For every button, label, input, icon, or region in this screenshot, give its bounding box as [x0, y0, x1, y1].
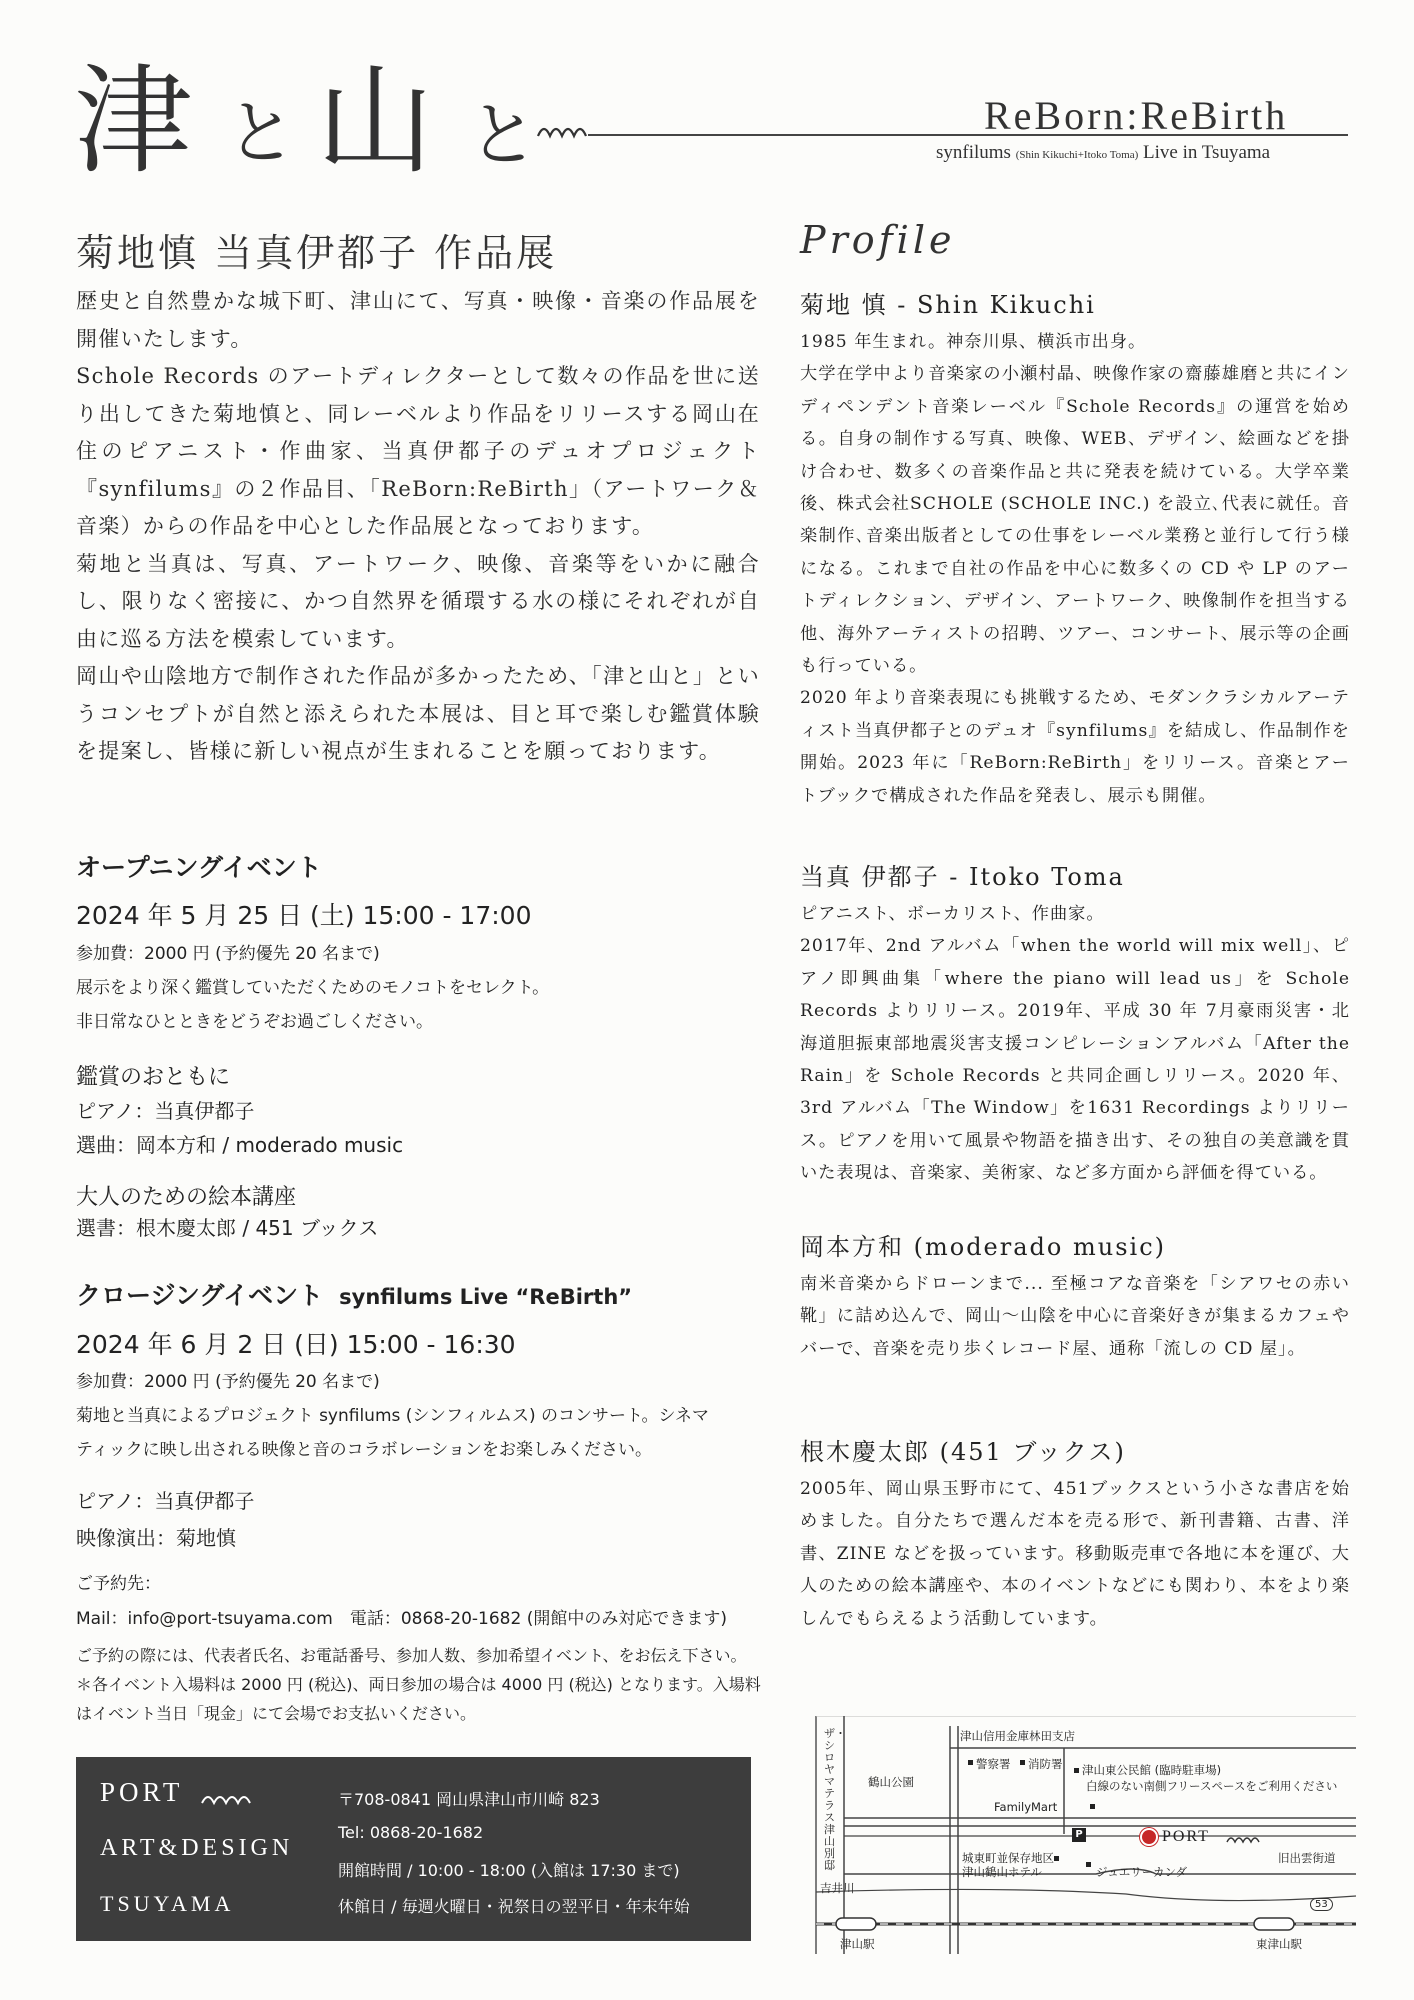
- profile-name-okamoto: 岡本方和 (moderado music): [800, 1233, 1166, 1261]
- intro-paragraph: 歴史と自然豊かな城下町、津山にて、写真・映像・音楽の作品展を開催いたします。: [76, 289, 760, 351]
- reservation-title: ご予約先：: [76, 1574, 161, 1594]
- opening-sub-line: ピアノ：当真伊都子: [76, 1099, 255, 1123]
- profile-text-toma: [800, 898, 1350, 1190]
- map-label-station: 東津山駅: [1256, 1937, 1302, 1951]
- intro-paragraph: Schole Records のアートディレクターとして数々の作品を世に送り出してきた菊地慎と、同レーベルより作品をリリースする岡山在住のピアニスト・作曲家、当真伊都子のデュオプロジェクト『synfilums』の２作品目、「ReBorn:ReBirth」（アートワーク＆音楽）からの作品を中心とした作品展となっております。: [76, 364, 760, 538]
- map-label-community-note: 白線のない南側フリースペースをご利用ください: [1086, 1779, 1338, 1793]
- port-logo-sub: TSUYAMA: [100, 1891, 235, 1916]
- reservation-note: はイベント当日「現金」にて会場でお支払いください。: [76, 1704, 477, 1723]
- map-label-old-road: 旧出雲街道: [1278, 1851, 1336, 1865]
- closing-line: ピアノ：当真伊都子: [76, 1489, 255, 1513]
- map-label-jeweler: ジュエリーカンダ: [1096, 1865, 1188, 1879]
- logo-char-yama: 山: [316, 52, 439, 190]
- closing-line: 映像演出：菊地慎: [76, 1526, 236, 1550]
- opening-desc: 非日常なひとときをどうぞお過ごしください。: [76, 1012, 433, 1032]
- profile-paragraph: 大学在学中より音楽家の小瀬村晶、映像作家の齋藤雄磨と共にインディペンデント音楽レーベル『Schole Records』の運営を始める。自身の制作する写真、映像、WEB、デザイン、絵画などを掛け合わせ、数多くの音楽作品と共に発表を続けている。大学卒業後、株式会社SCHOLE (SCHOLE INC.) を設立､代表に就任。音楽制作､音楽出版者としての仕事をレーベル業務と並行して行う様になる。これまで自社の作品を中心に数多くの CD や LP のアートディレクション、デザイン、アートワーク、映像制作を担当する他、海外アーティストの招聘、ツアー、コンサート、展示等の企画も行っている。: [800, 364, 1350, 677]
- profile-paragraph: 1985 年生まれ。神奈川県、横浜市出身。: [800, 332, 1147, 352]
- port-logo-text: PORT: [100, 1777, 184, 1807]
- intro-paragraph: 菊地と当真は、写真、アートワーク、映像、音楽等をいかに融合し、限りなく密接に、かつ自然界を循環する水の様にそれぞれが自由に巡る方法を模索しています。: [76, 551, 760, 651]
- map-label-station: 津山駅: [840, 1937, 875, 1951]
- closing-date: 2024 年 6 月 2 日 (日) 15:00 - 16:30: [76, 1330, 516, 1359]
- reborn-sub-a: synfilums: [936, 142, 1011, 163]
- opening-fee: 参加費：2000 円 (予約優先 20 名まで): [76, 944, 380, 964]
- exhibition-title: 菊地慎 当真伊都子 作品展: [76, 231, 558, 275]
- logo-char-to: と: [226, 92, 300, 174]
- map-label-hotel2: 津山鶴山ホテル: [962, 1865, 1042, 1879]
- profile-text-negi: [800, 1473, 1350, 1635]
- closing-heading: [76, 1276, 760, 1312]
- opening-sub-line: 選曲：岡本方和 / moderado music: [76, 1133, 404, 1157]
- closing-fee: 参加費：2000 円 (予約優先 20 名まで): [76, 1372, 380, 1392]
- wave-icon: [1226, 1832, 1260, 1844]
- opening-desc: 展示をより深く鑑賞していただくためのモノコトをセレクト。: [76, 978, 550, 998]
- venue-closed: 休館日 / 毎週火曜日・祝祭日の翌平日・年末年始: [338, 1897, 690, 1916]
- profile-name-negi: 根木慶太郎 (451 ブックス): [800, 1438, 1126, 1466]
- map-label-bank: 津山信用金庫林田支店: [960, 1729, 1075, 1743]
- closing-desc: 菊地と当真によるプロジェクト synfilums (シンフィルムス) のコンサート。シネマ: [76, 1406, 709, 1426]
- map-label-community: 津山東公民館 (臨時駐車場): [1082, 1763, 1222, 1777]
- opening-date: 2024 年 5 月 25 日 (土) 15:00 - 17:00: [76, 901, 532, 930]
- opening-heading: オープニングイベント: [76, 853, 322, 882]
- map-label-river: 吉井川: [820, 1881, 855, 1895]
- logo-char-to-2: と: [468, 94, 542, 176]
- intro-paragraph: 岡山や山陰地方で制作された作品が多かったため、「津と山と」というコンセプトが自然と添えられた本展は、目と耳で楽しむ鑑賞体験を提案し、皆様に新しい視点が生まれることを願っております。: [76, 664, 760, 763]
- route-sign-icon: 53: [1310, 1898, 1333, 1911]
- profile-name-toma: 当真 伊都子 - Itoko Toma: [800, 863, 1125, 891]
- reborn-subtitle: [936, 142, 1270, 164]
- access-map: [796, 1716, 1356, 1954]
- closing-heading-text: クロージングイベント: [76, 1281, 324, 1310]
- logo-char-tsu: 津: [74, 52, 197, 190]
- venue-tel: Tel: 0868-20-1682: [338, 1823, 484, 1842]
- map-label-preservation: 城東町並保存地区: [962, 1851, 1054, 1865]
- reservation-note: ＊各イベント入場料は 2000 円 (税込)、両日参加の場合は 4000 円 (税込) となります。入場料: [76, 1675, 761, 1694]
- map-label-park: 鶴山公園: [868, 1775, 914, 1789]
- map-label-hotel: ザ・シロヤマテラス津山別邸: [824, 1727, 846, 1872]
- parking-icon: P: [1072, 1828, 1086, 1842]
- venue-address: 〒708-0841 岡山県津山市川崎 823: [338, 1790, 600, 1809]
- reservation-note: ご予約の際には、代表者氏名、お電話番号、参加人数、参加希望イベント、をお伝え下さい。: [76, 1646, 747, 1665]
- location-pin-icon: [1140, 1828, 1158, 1846]
- profile-text-kikuchi: [800, 326, 1350, 812]
- map-label-police: 警察署: [976, 1757, 1011, 1771]
- venue-hours: 開館時間 / 10:00 - 18:00 (入館は 17:30 まで): [338, 1861, 680, 1880]
- opening-sub-line: 選書：根木慶太郎 / 451 ブックス: [76, 1216, 379, 1240]
- wave-icon: [536, 118, 588, 140]
- profile-name-kikuchi: 菊地 慎 - Shin Kikuchi: [800, 291, 1096, 319]
- opening-sub-title: 鑑賞のおともに: [76, 1065, 231, 1090]
- venue-info-box: [76, 1757, 751, 1941]
- map-label-familymart: FamilyMart: [994, 1800, 1058, 1814]
- profile-paragraph: ピアニスト、ボーカリスト、作曲家。: [800, 904, 1105, 924]
- closing-heading-live: synfilums Live “ReBirth”: [339, 1285, 633, 1309]
- exhibition-intro: [76, 283, 760, 771]
- reservation-contact: Mail：info@port-tsuyama.com 電話：0868-20-1682 (開館中のみ対応できます): [76, 1609, 727, 1629]
- reborn-sub-b: Live in Tsuyama: [1143, 142, 1271, 163]
- reborn-title: ReBorn:ReBirth: [984, 93, 1289, 138]
- profile-paragraph: 2020 年より音楽表現にも挑戦するため、モダンクラシカルアーティスト当真伊都子とのデュオ『synfilums』を結成し、作品制作を開始。2023 年に「ReBorn:ReBirth」をリリース。音楽とアートブックで構成された作品を発表し、展示も開催。: [800, 688, 1350, 806]
- wave-icon: [200, 1787, 252, 1807]
- closing-desc: ティックに映し出される映像と音のコラボレーションをお楽しみください。: [76, 1440, 652, 1460]
- profile-paragraph: 2005年、岡山県玉野市にて、451ブックスという小さな書店を始めました。自分たちで選んだ本を売る形で、新刊書籍、古書、洋書、ZINE などを扱っています。移動販売車で各地に本を運び、大人のための絵本講座や、本のイベントなどにも関わり、本をより楽しんでもらえるよう活動しています。: [800, 1479, 1350, 1629]
- map-label-port: PORT: [1162, 1828, 1210, 1845]
- map-label-fire: 消防署: [1028, 1757, 1063, 1771]
- reborn-sub-members: (Shin Kikuchi+Itoko Toma): [1015, 149, 1139, 161]
- profile-paragraph: 南米音楽からドローンまで... 至極コアな音楽を「シアワセの赤い靴」に詰め込んで、岡山〜山陰を中心に音楽好きが集まるカフェやバーで、音楽を売り歩くレコード屋、通称「流しの CD 屋」。: [800, 1274, 1350, 1359]
- opening-sub-title: 大人のための絵本講座: [76, 1185, 297, 1210]
- profile-paragraph: 2017年、2nd アルバム「when the world will mix well」、ピアノ即興曲集「where the piano will lead us」を Schole Records よりリリース。2019年、平成 30 年 7月豪雨災害・北海道胆振東部地震災害支援コンピレーションアルバム「After the Rain」を Schole Records と共同企画しリリース。2020 年、3rd アルバム「The Window」を1631 Recordings よりリリース。ピアノを用いて風景や物語を描き出す、その独自の美意識を貫いた表現は、音楽家、美術家、など多方面から評価を得ている。: [800, 936, 1350, 1184]
- port-logo-sub: ART&DESIGN: [100, 1835, 294, 1861]
- profile-heading: Profile: [800, 218, 956, 262]
- profile-text-okamoto: [800, 1268, 1350, 1365]
